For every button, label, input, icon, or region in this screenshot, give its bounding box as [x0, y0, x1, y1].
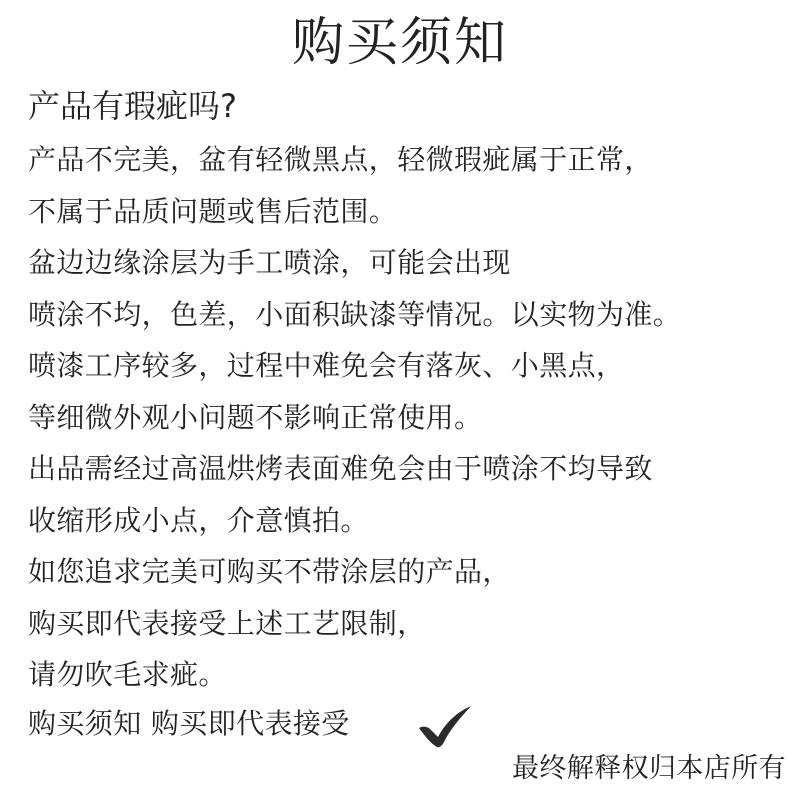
- notice-line-1: 产品不完美，盆有轻微黑点，轻微瑕疵属于正常，: [28, 143, 653, 176]
- notice-text-block: [28, 137, 788, 704]
- notice-line-4: 喷涂不均，色差，小面积缺漆等情况。以实物为准。: [28, 297, 682, 331]
- store-interpretation-notice: 最终解释权归本店所有: [512, 753, 786, 784]
- notice-line-3: 盆边边缘涂层为手工喷涂，可能会出现: [28, 246, 511, 279]
- purchase-agreement-text: 购买须知 购买即代表接受: [28, 707, 350, 740]
- defect-question-heading: 产品有瑕疵吗?: [28, 87, 237, 125]
- checkmark-icon: [417, 704, 473, 750]
- notice-line-9: 如您追求完美可购买不带涂层的产品，: [28, 555, 511, 588]
- notice-line-6: 等细微外观小问题不影响正常使用。: [28, 400, 483, 434]
- notice-line-8: 收缩形成小点，介意慎拍。: [28, 503, 369, 537]
- notice-line-10: 购买即代表接受上述工艺限制，: [28, 606, 426, 640]
- notice-line-2: 不属于品质问题或售后范围。: [28, 194, 398, 228]
- notice-line-5: 喷漆工序较多，过程中难免会有落灰、小黑点，: [28, 349, 625, 382]
- purchase-agreement-row: [28, 696, 350, 752]
- page-title: 购买须知: [291, 13, 508, 73]
- notice-line-7: 出品需经过高温烘烤表面难免会由于喷涂不均导致: [28, 452, 653, 485]
- notice-line-11: 请勿吹毛求疵。: [28, 658, 227, 691]
